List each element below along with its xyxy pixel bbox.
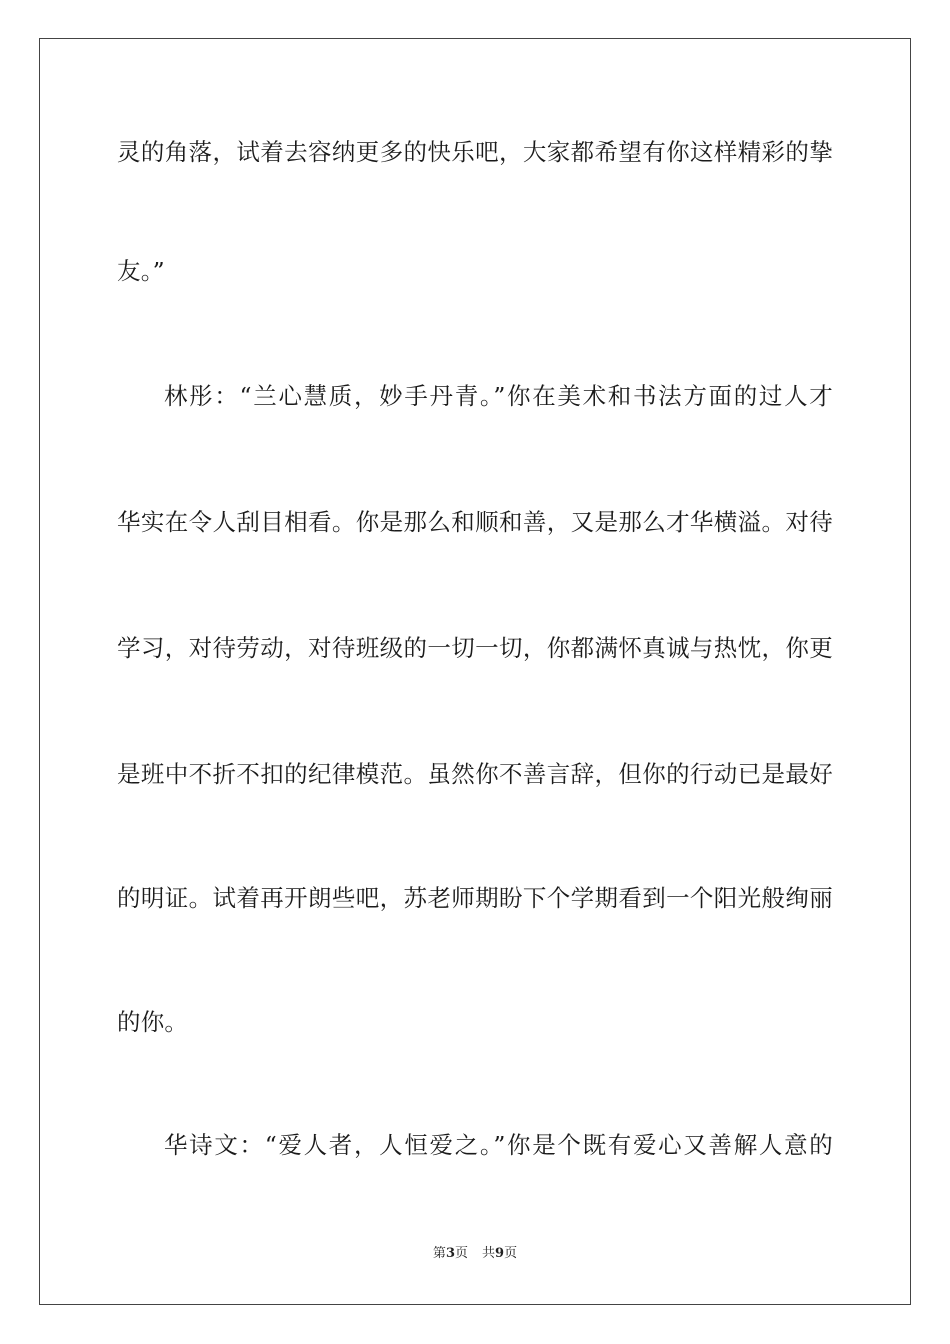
footer-page-prefix: 第 — [432, 1246, 446, 1261]
body-line-5: 学习，对待劳动，对待班级的一切一切，你都满怀真诚与热忱，你更 — [117, 634, 833, 662]
body-line-4: 华实在令人刮目相看。你是那么和顺和善，又是那么才华横溢。对待 — [117, 508, 833, 536]
page-footer — [0, 1245, 950, 1263]
body-line-8: 的你。 — [117, 1008, 189, 1036]
footer-total-prefix: 共 — [482, 1246, 496, 1261]
footer-total-suffix: 页 — [504, 1246, 518, 1261]
page-border — [39, 38, 911, 1305]
footer-page-suffix: 页 — [454, 1246, 468, 1261]
footer-page-current: 3 — [445, 1246, 455, 1261]
body-line-1: 灵的角落，试着去容纳更多的快乐吧，大家都希望有你这样精彩的挚 — [117, 138, 833, 166]
body-line-2: 友。” — [117, 257, 165, 285]
body-line-9: 华诗文：“爱人者，人恒爱之。”你是个既有爱心又善解人意的 — [164, 1131, 833, 1159]
body-line-3: 林彤：“兰心慧质，妙手丹青。”你在美术和书法方面的过人才 — [164, 382, 833, 410]
footer-page-total: 9 — [495, 1246, 505, 1261]
body-line-6: 是班中不折不扣的纪律模范。虽然你不善言辞，但你的行动已是最好 — [117, 760, 833, 788]
body-line-7: 的明证。试着再开朗些吧，苏老师期盼下个学期看到一个阳光般绚丽 — [117, 884, 833, 912]
